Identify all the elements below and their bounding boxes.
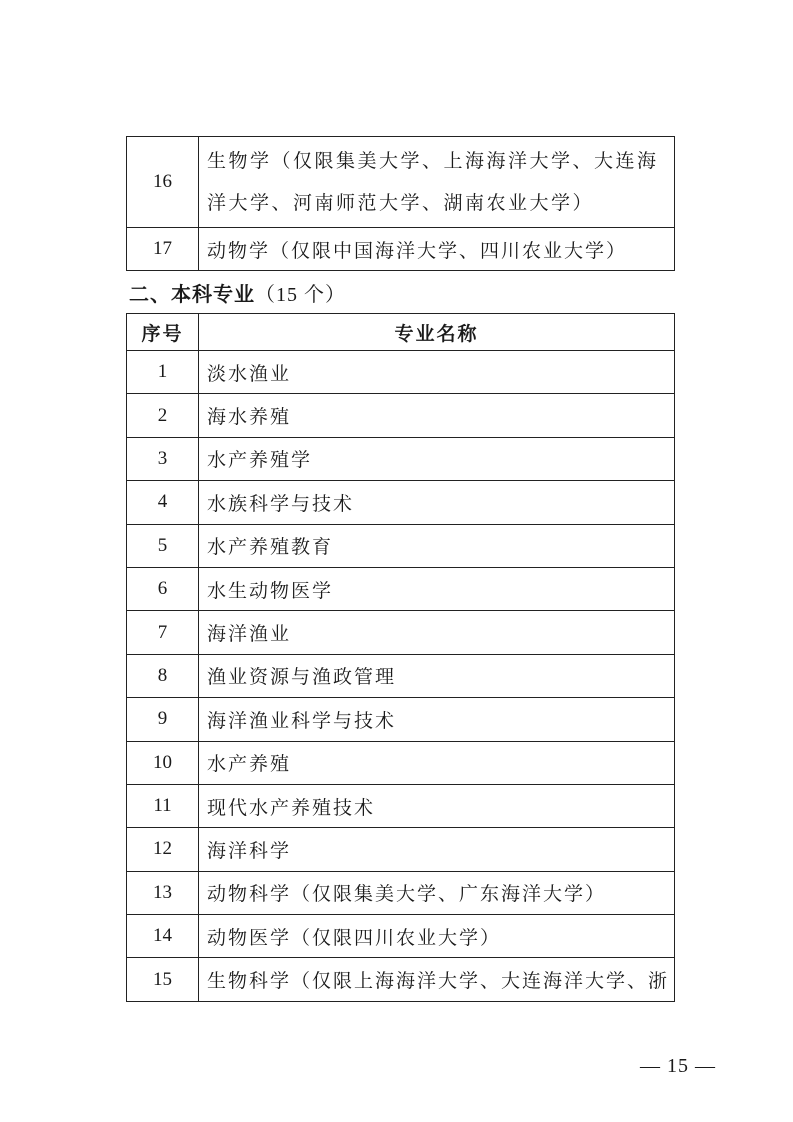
major-name: 水产养殖教育 [199, 524, 675, 567]
row-number: 8 [127, 654, 199, 697]
row-number: 6 [127, 567, 199, 610]
table-row [127, 228, 675, 271]
table-row [127, 741, 675, 784]
row-number: 10 [127, 741, 199, 784]
table-header-row [127, 314, 675, 351]
major-name: 水产养殖学 [199, 437, 675, 480]
major-name: 现代水产养殖技术 [199, 784, 675, 827]
row-number: 2 [127, 394, 199, 437]
table-row [127, 958, 675, 1001]
table-row [127, 828, 675, 871]
row-number: 9 [127, 698, 199, 741]
major-name: 水族科学与技术 [199, 481, 675, 524]
table-row [127, 351, 675, 394]
table-row [127, 654, 675, 697]
table-row [127, 567, 675, 610]
major-name: 动物医学（仅限四川农业大学） [199, 915, 675, 958]
header-major-name: 专业名称 [199, 314, 675, 351]
major-name: 生物学（仅限集美大学、上海海洋大学、大连海洋大学、河南师范大学、湖南农业大学） [199, 137, 675, 228]
row-number: 7 [127, 611, 199, 654]
undergraduate-majors-table [126, 313, 675, 1002]
table-row [127, 394, 675, 437]
major-name: 渔业资源与渔政管理 [199, 654, 675, 697]
page-number: — 15 — [640, 1055, 716, 1077]
major-name: 动物科学（仅限集美大学、广东海洋大学） [199, 871, 675, 914]
table-row [127, 871, 675, 914]
row-number: 15 [127, 958, 199, 1001]
major-name: 生物科学（仅限上海海洋大学、大连海洋大学、浙 [199, 958, 675, 1001]
row-number: 11 [127, 784, 199, 827]
row-number: 3 [127, 437, 199, 480]
table-row [127, 915, 675, 958]
row-number: 16 [127, 137, 199, 228]
section-count: （15 个） [255, 284, 346, 306]
major-name: 海洋渔业 [199, 611, 675, 654]
continued-table [126, 136, 675, 271]
major-name: 动物学（仅限中国海洋大学、四川农业大学） [199, 228, 675, 271]
table-row [127, 481, 675, 524]
section-title: 二、本科专业 [129, 282, 255, 306]
table-row [127, 137, 675, 228]
table-body [127, 351, 675, 1002]
major-name: 海洋科学 [199, 828, 675, 871]
table-row [127, 437, 675, 480]
table-row [127, 611, 675, 654]
table-row [127, 524, 675, 567]
major-name: 淡水渔业 [199, 351, 675, 394]
row-number: 17 [127, 228, 199, 271]
major-name: 水产养殖 [199, 741, 675, 784]
section-heading [129, 278, 346, 307]
table-row [127, 784, 675, 827]
row-number: 5 [127, 524, 199, 567]
header-number: 序号 [127, 314, 199, 351]
row-number: 13 [127, 871, 199, 914]
major-name: 水生动物医学 [199, 567, 675, 610]
major-name: 海洋渔业科学与技术 [199, 698, 675, 741]
row-number: 1 [127, 351, 199, 394]
row-number: 4 [127, 481, 199, 524]
major-name: 海水养殖 [199, 394, 675, 437]
row-number: 12 [127, 828, 199, 871]
table-row [127, 698, 675, 741]
row-number: 14 [127, 915, 199, 958]
